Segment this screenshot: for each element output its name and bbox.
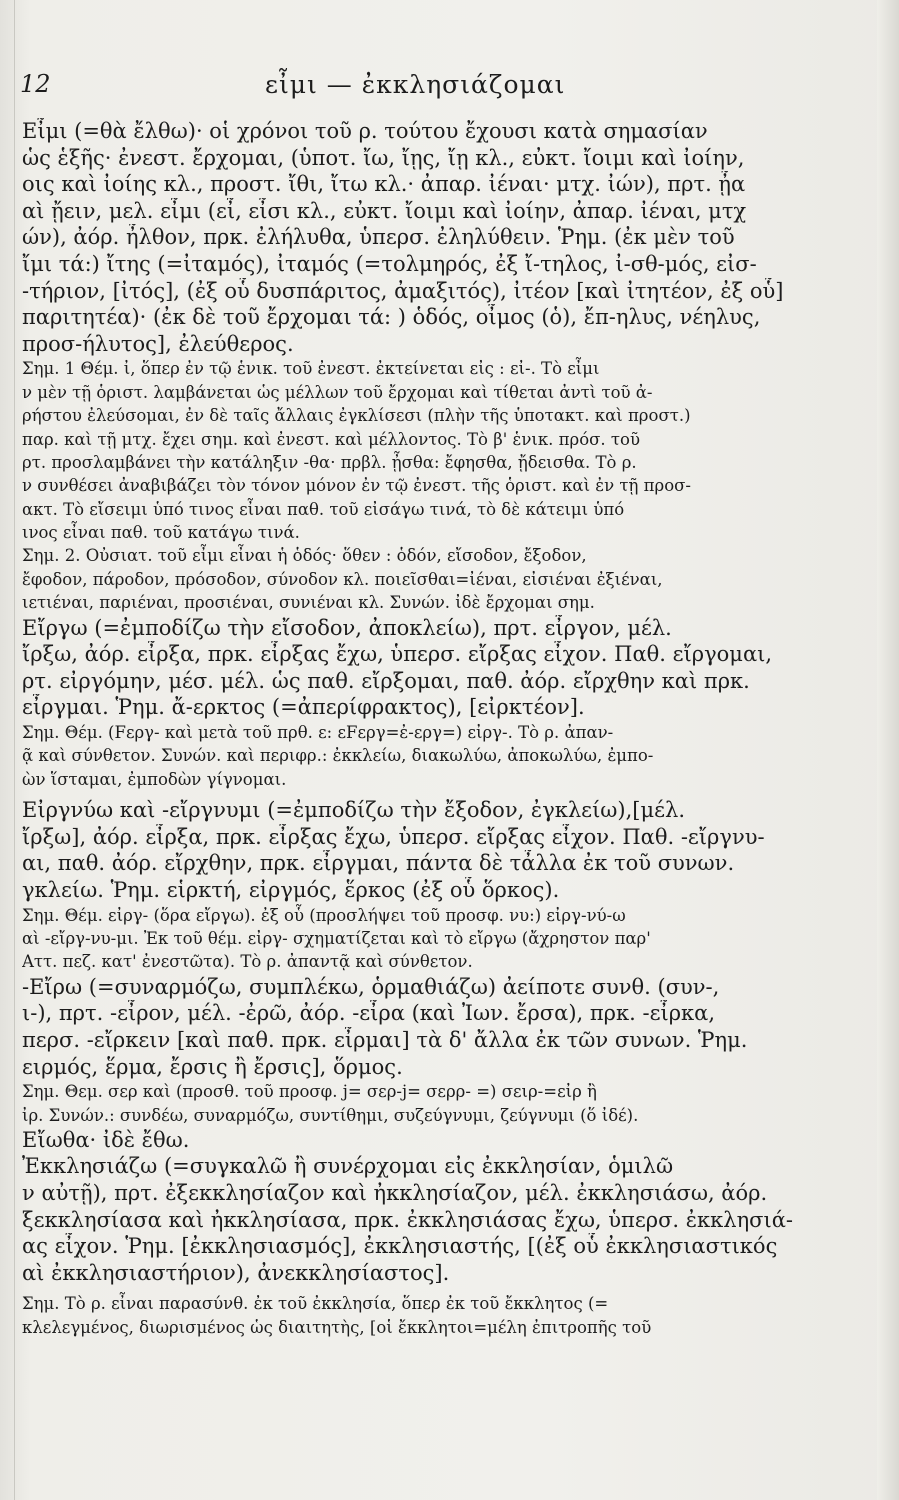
note-line: ν συνθέσει ἀναβιβάζει τὸν τόνον μόνον ἐν τῷ ἐνεστ. τῆς ὁριστ. καὶ ἐν τῇ προσ- [22,476,691,496]
text-line: Εἴργω (=ἐμποδίζω τὴν εἴσοδον, ἀποκλείω), πρτ. εἶργον, μέλ. [22,615,672,640]
page-number: 12 [20,70,51,98]
text-line: ρτ. εἰργόμην, μέσ. μέλ. ὡς παθ. εἴρξομαι, παθ. ἀόρ. εἴρχθην καὶ πρκ. [22,668,750,693]
note-line: Σημ. Θέμ. εἰργ- (ὅρα εἴργω). ἐξ οὗ (προσλήψει τοῦ προσφ. νυ:) εἰργ-νύ-ω [22,905,626,925]
note-line: αὶ -εἴργ-νυ-μι. Ἐκ τοῦ θέμ. εἰργ- σχηματίζεται καὶ τὸ εἴργω (ἄχρηστον παρ' [22,928,651,948]
text-line: ν αὐτῇ), πρτ. ἐξεκκλησίαζον καὶ ἠκκλησίαζον, μέλ. ἐκκλησιάσω, ἀόρ. [22,1181,768,1206]
text-line: οις καὶ ἰοίης κλ., προστ. ἴθι, ἴτω κλ.· ἀπαρ. ἰέναι· μτχ. ἰών), πρτ. ᾖα [22,172,746,197]
text-line: ἴρξω], ἀόρ. εἶρξα, πρκ. εἶρξας ἔχω, ὑπερσ. εἴρξας εἶχον. Παθ. -εἴργνυ- [22,824,765,849]
note-line: Σημ. Θεμ. σερ καὶ (προσθ. τοῦ προσφ. j= σερ-j= σερρ- =) σειρ-=εἰρ ἢ [22,1082,597,1102]
text-line: προσ-ήλυτος], ἐλεύθερος. [22,331,294,356]
note-line: ὼν ἵσταμαι, ἐμποδὼν γίγνομαι. [22,769,287,789]
text-line: ξεκκλησίασα καὶ ἠκκλησίασα, πρκ. ἐκκλησιάσας ἔχω, ὑπερσ. ἐκκλησιά- [22,1207,794,1232]
text-line: περσ. -εἴρκειν [καὶ παθ. πρκ. εἶρμαι] τὰ δ' ἄλλα ἐκ τῶν συνων. Ῥημ. [22,1027,748,1052]
text-line: -τήριον, [ἰτός], (ἐξ οὗ δυσπάριτος, ἀμαξιτός), ἰτέον [καὶ ἰτητέον, ἐξ οὗ] [22,278,784,303]
note-line: ᾷ καὶ σύνθετον. Συνών. καὶ περιφρ.: ἐκκλείω, διακωλύω, ἀποκωλύω, ἐμπο- [22,746,654,766]
text-line: αὶ ᾔειν, μελ. εἶμι (εἶ, εἶσι κλ., εὐκτ. ἴοιμι καὶ ἰοίην, ἀπαρ. ἰέναι, μτχ [22,198,747,223]
note-line: κλελεγμένος, διωρισμένος ὡς διαιτητὴς, [οἱ ἔκκλητοι=μέλη ἐπιτροπῆς τοῦ [22,1317,652,1337]
text-line: ὡς ἑξῆς· ἐνεστ. ἔρχομαι, (ὑποτ. ἴω, ἴῃς, ἴῃ κλ., εὐκτ. ἴοιμι καὶ ἰοίην, [22,145,745,170]
note-line: Αττ. πεζ. κατ' ἐνεστῶτα). Τὸ ρ. ἀπαντᾷ καὶ σύνθετον. [22,952,473,972]
text-line: ειρμός, ἕρμα, ἔρσις ἢ ἔρσις], ὅρμος. [22,1054,403,1079]
note-line: ρήστου ἐλεύσομαι, ἐν δὲ ταῖς ἄλλαις ἐγκλίσεσι (πλὴν τῆς ὑποτακτ. καὶ προστ.) [22,406,691,426]
note-line: ἰρ. Συνών.: συνδέω, συναρμόζω, συντίθημι, συζεύγνυμι, ζεύγνυμι (ὅ ἰδέ). [22,1105,639,1125]
text-line: ι-), πρτ. -εἶρον, μέλ. -ἐρῶ, ἀόρ. -εἶρα (καὶ Ἰων. ἔρσα), πρκ. -εἶρκα, [22,1001,716,1026]
note-line: ιετιέναι, παριέναι, προσιέναι, συνιέναι κλ. Συνών. ἰδὲ ἔρχομαι σημ. [22,593,595,613]
text-line: ἴρξω, ἀόρ. εἶρξα, πρκ. εἶρξας ἔχω, ὑπερσ. εἴρξας εἶχον. Παθ. εἴργομαι, [22,642,773,667]
note-line: ρτ. προσλαμβάνει τὴν κατάληξιν -θα· πρβλ. ᾖσθα: ἔφησθα, ᾔδεισθα. Τὸ ρ. [22,452,637,472]
note-line: Σημ. 2. Οὐσιατ. τοῦ εἶμι εἶναι ἡ ὁδός· ὅθεν : ὁδόν, εἴσοδον, ἔξοδον, [22,546,587,566]
note-line: ακτ. Τὸ εἴσειμι ὑπό τινος εἶναι παθ. τοῦ εἰσάγω τινά, τὸ δὲ κάτειμι ὑπό [22,499,625,519]
note-line: Σημ. 1 Θέμ. ἰ, ὅπερ ἐν τῷ ἑνικ. τοῦ ἐνεστ. ἐκτείνεται εἰς : εἰ-. Τὸ εἶμι [22,359,600,379]
page-right-edge [877,0,899,1500]
note-line: Σημ. Τὸ ρ. εἶναι παρασύνθ. ἐκ τοῦ ἐκκλησία, ὅπερ ἐκ τοῦ ἔκκλητος (= [22,1294,609,1314]
text-line: αι, παθ. ἀόρ. εἴρχθην, πρκ. εἶργμαι, πάντα δὲ τἆλλα ἐκ τοῦ συνων. [22,851,735,876]
text-line: ἴμι τά:) ἴτης (=ἰταμός), ἰταμός (=τολμηρός, ἐξ ἴ-τηλος, ἰ-σθ-μός, εἰσ- [22,251,757,276]
text-line: ών), ἀόρ. ἦλθον, πρκ. ἐλήλυθα, ὑπερσ. ἐληλύθειν. Ῥημ. (ἐκ μὲν τοῦ [22,225,735,250]
note-line: ν μὲν τῇ ὁριστ. λαμβάνεται ὡς μέλλων τοῦ ἔρχομαι καὶ τίθεται ἀντὶ τοῦ ἀ- [22,382,653,402]
text-line: Εἴωθα· ἰδὲ ἔθω. [22,1127,190,1152]
note-line: ἔφοδον, πάροδον, πρόσοδον, σύνοδον κλ. ποιεῖσθαι=ἰέναι, εἰσιέναι ἐξιέναι, [22,569,663,589]
page-edge-line [14,0,15,1500]
text-line: γκλείω. Ῥημ. εἱρκτή, εἰργμός, ἕρκος (ἐξ οὗ ὅρκος). [22,877,560,902]
text-line: ας εἶχον. Ῥημ. [ἐκκλησιασμός], ἐκκλησιαστής, [(ἐξ οὗ ἐκκλησιαστικός [22,1234,778,1259]
text-line: αὶ ἐκκλησιαστήριον), ἀνεκκλησίαστος]. [22,1260,450,1285]
text-line: Ἐκκλησιάζω (=συγκαλῶ ἢ συνέρχομαι εἰς ἐκκλησίαν, ὁμιλῶ [22,1154,674,1179]
text-line: -Εἴρω (=συναρμόζω, συμπλέκω, ὁρμαθιάζω) ἀείποτε συνθ. (συν-, [22,974,720,999]
text-line: Εἰργνύω καὶ -εἴργνυμι (=ἐμποδίζω τὴν ἔξοδον, ἐγκλείω),[μέλ. [22,798,685,823]
text-line: Εἶμι (=θὰ ἔλθω)· οἱ χρόνοι τοῦ ρ. τούτου ἔχουσι κατὰ σημασίαν [22,119,708,143]
running-title: εἶμι — ἐκκλησιάζομαι [265,70,566,99]
note-line: Σημ. Θέμ. (Fεργ- καὶ μετὰ τοῦ πρθ. ε: εFεργ=ἐ-εργ=) εἰργ-. Τὸ ρ. ἀπαν- [22,723,614,743]
note-line: παρ. καὶ τῇ μτχ. ἔχει σημ. καὶ ἐνεστ. καὶ μέλλοντος. Τὸ β' ἑνικ. πρόσ. τοῦ [22,429,641,449]
dictionary-text [22,118,830,1339]
text-line: παριτητέα)· (ἐκ δὲ τοῦ ἔρχομαι τά: ) ὁδός, οἶμος (ὁ), ἔπ-ηλυς, νέηλυς, [22,305,761,330]
note-line: ινος εἶναι παθ. τοῦ κατάγω τινά. [22,523,300,543]
text-line: εἶργμαι. Ῥημ. ἄ-ερκτος (=ἀπερίφρακτος), [εἰρκτέον]. [22,695,585,720]
